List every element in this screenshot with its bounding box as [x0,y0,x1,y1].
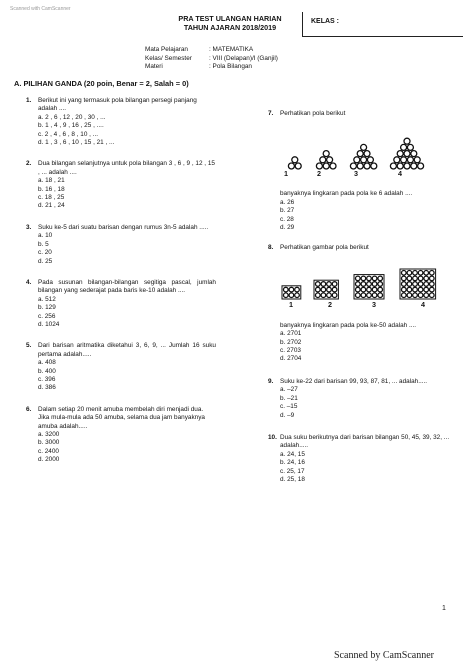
grid-circle [361,276,366,281]
question [26,160,216,210]
option: b. –21 [280,394,298,402]
pattern-circle [367,157,373,163]
pattern-circle [323,151,329,157]
camscanner-footer: Scanned by CamScanner [334,650,434,661]
figure-label: 2 [328,299,332,309]
grid-circle [321,287,326,292]
question-number: 3. [26,223,32,231]
grid-circle [327,282,332,287]
grid-circle [372,282,377,287]
pattern-circle [407,145,413,151]
figure-label: 1 [284,169,288,179]
option: b. 27 [280,207,295,215]
option: b. 2702 [280,338,302,346]
pattern-circle [404,163,410,169]
grid-circle [289,287,294,292]
question-number: 2. [26,160,32,168]
option: d. 29 [280,224,295,232]
option: d. 25 [38,257,53,265]
grid-circle [332,287,337,292]
grid-circle [284,287,289,292]
grid-circle [361,293,366,298]
option: a. 2701 [280,330,302,338]
grid-circle [367,287,372,292]
grid-circle [418,293,423,298]
pattern-circle [323,163,329,169]
question [268,110,458,232]
grid-circle [407,270,412,275]
grid-circle [378,282,383,287]
question [26,97,216,147]
option: c. 18 , 25 [38,194,65,202]
grid-circle [372,276,377,281]
grid-circle [367,293,372,298]
question [268,434,458,484]
page-number: 1 [442,605,446,612]
grid-circle [407,276,412,281]
question [268,244,458,363]
grid-circle [407,293,412,298]
grid-circle [413,287,418,292]
grid-circle [402,293,407,298]
grid-circle [424,287,429,292]
meta-value: : MATEMATIKA [209,46,254,53]
question [268,378,458,420]
pattern-circle [404,139,410,145]
question-stem: Dalam setiap 20 menit amuba membelah diri menjadi dua. Jika mula-mula ada 50 amuba, selama dua jam banyaknya amuba adalah..... [38,405,205,430]
meta-key: Materi [145,63,163,71]
question-stem: Dua bilangan selanjutnya untuk pola bilangan 3 , 6 , 9 , 12 , 15 , ... adalah .... [38,160,215,176]
pattern-circle [397,151,403,157]
question-number: 7. [268,110,274,117]
rectangle-circle-grid-figure [278,261,458,301]
option: c. 256 [38,312,56,320]
grid-circle [424,282,429,287]
option: d. 386 [38,384,56,392]
option: c. 28 [280,215,294,223]
question-stem-continued: banyaknya lingkaran pada pola ke 6 adalah .... [280,190,413,198]
figure-label: 4 [421,299,425,309]
pattern-circle [364,151,370,157]
pattern-circle [288,163,294,169]
grid-circle [424,293,429,298]
pattern-circle [401,145,407,151]
option: c. 25, 17 [280,467,305,475]
option: a. 2 , 6 , 12 , 20 , 30 , ... [38,113,106,121]
option: d. 25, 18 [280,475,305,483]
option: b. 129 [38,304,56,312]
grid-circle [430,276,435,281]
pattern-circle [292,157,298,163]
meta-value: : Pola Bilangan [209,63,252,71]
pattern-circle [418,163,424,169]
grid-circle [378,287,383,292]
grid-circle [372,293,377,298]
option: d. 2704 [280,355,302,363]
grid-circle [316,282,321,287]
pattern-circle [361,145,367,151]
pattern-circle [407,157,413,163]
option: b. 400 [38,367,56,375]
grid-circle [356,287,361,292]
kelas-label: KELAS : [311,18,339,25]
figure-label: 4 [398,169,402,179]
grid-circle [402,287,407,292]
meta-row [145,46,278,55]
grid-circle [418,282,423,287]
figure-labels [268,170,458,180]
question-stem: Berikut ini yang termasuk pola bilangan persegi panjang adalah .... [38,97,197,113]
kelas-box [302,12,463,37]
question-number: 4. [26,278,32,286]
grid-circle [332,282,337,287]
grid-circle [367,276,372,281]
pattern-circle [390,163,396,169]
option: a. 512 [38,295,56,303]
option: c. 2 , 4 , 6 , 8 , 10 , ... [38,130,99,138]
grid-circle [361,282,366,287]
grid-circle [407,282,412,287]
option: d. 2000 [38,456,60,464]
grid-circle [413,282,418,287]
option: b. 24, 16 [280,459,305,467]
title-line-1: PRA TEST ULANGAN HARIAN [178,14,282,23]
pattern-circle [320,157,326,163]
grid-circle [413,276,418,281]
pattern-circle [404,151,410,157]
grid-circle [430,287,435,292]
pattern-circle [401,157,407,163]
option: d. 1024 [38,320,60,328]
grid-circle [327,293,332,298]
left-column [26,97,216,475]
meta-row [145,63,278,72]
pattern-circle [354,157,360,163]
grid-circle [372,287,377,292]
pattern-circle [411,151,417,157]
grid-circle [430,293,435,298]
option: c. 2400 [38,447,59,455]
option: c. 2703 [280,347,301,355]
grid-circle [402,282,407,287]
question-stem: Suku ke-22 dari barisan 99, 93, 87, 81, ... adalah..... [280,377,428,385]
option: a. 26 [280,198,295,206]
title-line-2: TAHUN AJARAN 2018/2019 [183,23,277,32]
option: c. –15 [280,403,298,411]
figure-label: 1 [289,299,293,309]
grid-circle [284,293,289,298]
meta-value: : VIII (Delapan)/I (Ganjil) [209,54,278,62]
grid-circle [327,287,332,292]
option: a. –27 [280,386,298,394]
question-number: 1. [26,97,32,104]
grid-circle [316,293,321,298]
grid-circle [413,270,418,275]
pattern-circle [371,163,377,169]
pattern-circle [361,157,367,163]
question-stem: Perhatikan pola berikut [280,110,346,117]
meta-row [145,55,278,64]
question [26,406,216,465]
grid-circle [295,287,300,292]
grid-circle [413,293,418,298]
pattern-circle [357,151,363,157]
option: b. 5 [38,240,49,248]
grid-circle [430,270,435,275]
option: c. 20 [38,249,52,257]
option: b. 3000 [38,439,60,447]
grid-circle [402,270,407,275]
question-number: 9. [268,377,274,385]
grid-circle [316,287,321,292]
pattern-circle [411,163,417,169]
question-stem-continued: banyaknya lingkaran pada pola ke-50 adalah .... [280,321,417,329]
question-stem: Pada susunan bilangan-bilangan segitiga pascal, jumlah bilangan yang sederajat pada baris ke-10 adalah .... [38,278,216,295]
grid-circle [367,282,372,287]
option: d. 21 , 24 [38,202,65,210]
grid-circle [356,282,361,287]
option: a. 408 [38,359,56,367]
option: c. 396 [38,375,56,383]
question-stem: Perhatikan gambar pola berikut [280,244,369,252]
right-column [268,110,458,494]
question [26,279,216,329]
pattern-circle [295,163,301,169]
grid-circle [356,293,361,298]
grid-circle [321,293,326,298]
question-stem: Dua suku berikutnya dari barisan bilangan 50, 45, 39, 32, ... adalah..... [280,433,450,450]
grid-circle [289,293,294,298]
figure-label: 3 [372,299,376,309]
grid-circle [418,270,423,275]
option: b. 1 , 4 , 9 , 16 , 25 , .... [38,122,104,130]
grid-circle [424,276,429,281]
pattern-circle [330,163,336,169]
grid-circle [378,276,383,281]
grid-circle [378,293,383,298]
pattern-circle [364,163,370,169]
question-stem: Suku ke-5 dari suatu barisan dengan rumus 3n-5 adalah ..... [38,223,209,231]
meta-key: Kelas/ Semester [145,54,192,62]
grid-circle [361,287,366,292]
option: a. 10 [38,232,53,240]
grid-circle [424,270,429,275]
figure-label: 3 [354,169,358,179]
grid-circle [430,282,435,287]
circle-triangle-pattern-figure [278,128,458,170]
question-stem: Dari barisan aritmatika diketahui 3, 6, 9, ... Jumlah 16 suku pertama adalah..... [38,342,216,358]
pattern-circle [414,157,420,163]
question [26,342,216,392]
option: d. 1 , 3 , 6 , 10 , 15 , 21 , ... [38,139,115,147]
grid-circle [356,276,361,281]
option: a. 24, 15 [280,450,305,458]
section-title: A. PILIHAN GANDA (20 poin, Benar = 2, Salah = 0) [14,79,189,88]
option: a. 18 , 21 [38,177,65,185]
grid-circle [321,282,326,287]
grid-circle [418,276,423,281]
pattern-circle [357,163,363,169]
grid-circle [295,293,300,298]
figure-labels [268,301,458,312]
question [26,224,216,266]
question-number: 8. [268,244,274,252]
pattern-circle [394,157,400,163]
grid-circle [402,276,407,281]
grid-circle [418,287,423,292]
meta-block [145,46,278,72]
option: a. 3200 [38,431,60,438]
question-number: 5. [26,342,32,350]
option: d. –9 [280,411,295,419]
meta-key: Mata Pelajaran [145,46,188,53]
pattern-circle [327,157,333,163]
grid-circle [407,287,412,292]
figure-label: 2 [317,169,321,179]
scan-top-mark: Scanned with CamScanner [10,6,71,12]
question-number: 10. [268,433,277,441]
grid-circle [332,293,337,298]
option: b. 16 , 18 [38,185,65,193]
question-number: 6. [26,405,32,413]
